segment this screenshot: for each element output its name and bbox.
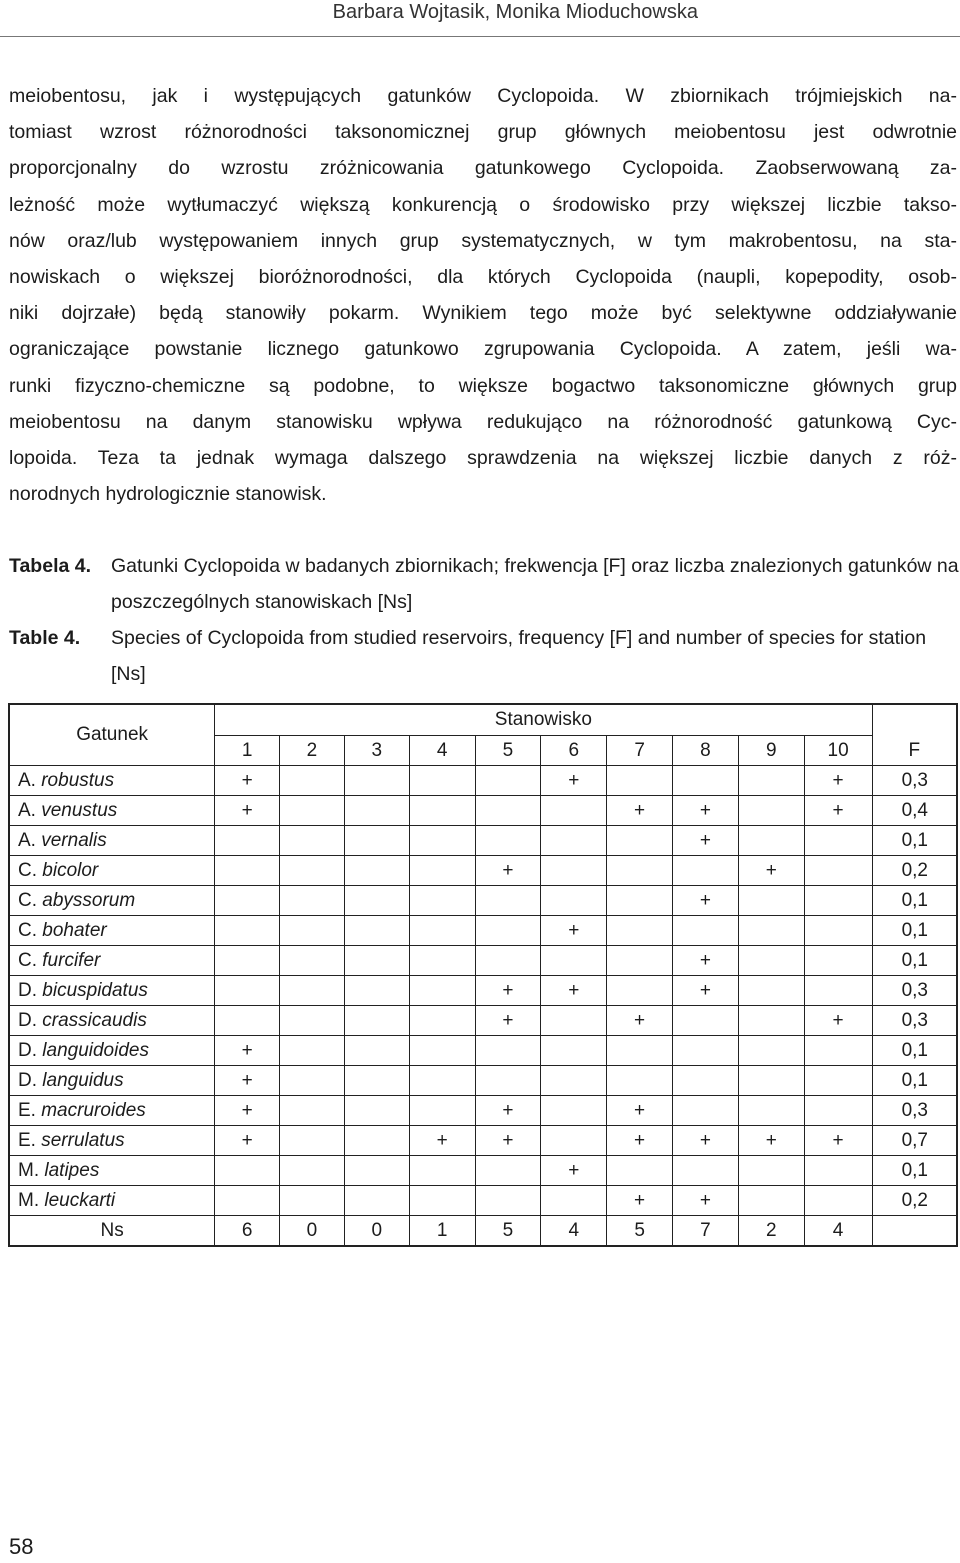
ns-value: 0 [280,1216,345,1247]
frequency-value: 0,2 [872,856,957,886]
species-epithet: venustus [41,799,118,821]
presence-cell [804,1096,872,1126]
presence-cell [475,826,541,856]
species-epithet: languidus [42,1069,124,1091]
species-epithet: bicolor [42,859,99,881]
frequency-value: 0,3 [872,976,957,1006]
species-epithet: leuckarti [44,1189,116,1211]
genus-abbrev: D. [18,1069,37,1091]
presence-cell: + [673,826,739,856]
table-row [9,1156,957,1186]
species-epithet: languidoides [42,1039,149,1061]
table-row [9,1006,957,1036]
genus-abbrev: C. [18,949,37,971]
text-line: tomiast wzrost różnorodności taksonomicznej grup głównych meiobentosu jest odwrotnie [9,121,957,144]
presence-cell: + [475,1006,541,1036]
presence-cell [280,1156,345,1186]
presence-cell [475,1066,541,1096]
presence-cell: + [607,796,673,826]
table-row [9,1096,957,1126]
presence-cell [409,1096,475,1126]
presence-cell [673,1156,739,1186]
presence-cell: + [804,1126,872,1156]
genus-abbrev: C. [18,859,37,881]
presence-cell [673,1006,739,1036]
genus-abbrev: E. [18,1129,36,1151]
presence-cell [344,1156,409,1186]
frequency-value: 0,4 [872,796,957,826]
presence-cell [673,766,739,796]
presence-cell [804,826,872,856]
presence-cell [475,766,541,796]
text-line: meiobentosu na danym stanowisku wpływa redukująco na różnorodność gatunkową Cyc- [9,410,957,433]
presence-cell [409,886,475,916]
presence-cell [738,1006,804,1036]
species-epithet: latipes [44,1159,100,1181]
page-number: 58 [9,1534,34,1559]
station-column-header: Stanowisko [215,704,872,736]
species-name [9,1186,215,1216]
genus-abbrev: M. [18,1189,40,1211]
presence-cell: + [215,1096,280,1126]
presence-cell: + [673,886,739,916]
presence-cell [409,1156,475,1186]
species-name [9,916,215,946]
header-authors: Barbara Wojtasik, Monika Mioduchowska [332,1,698,23]
presence-cell [541,796,607,826]
station-number: 6 [541,736,607,766]
presence-cell [541,1186,607,1216]
presence-cell [280,1066,345,1096]
frequency-value: 0,1 [872,1036,957,1066]
genus-abbrev: D. [18,1039,37,1061]
presence-cell [738,1066,804,1096]
text-line: nów oraz/lub występowaniem innych grup systematycznych, w tym makrobentosu, na sta- [9,229,957,252]
presence-cell: + [673,946,739,976]
presence-cell [344,1006,409,1036]
presence-cell [541,1036,607,1066]
genus-abbrev: A. [18,799,36,821]
presence-cell: + [673,796,739,826]
body-paragraph [9,78,957,512]
presence-cell [344,826,409,856]
text-line: norodnych hydrologicznie stanowisk. [9,483,327,506]
presence-cell [738,946,804,976]
presence-cell [215,826,280,856]
station-number: 5 [475,736,541,766]
frequency-value: 0,7 [872,1126,957,1156]
presence-cell: + [738,1126,804,1156]
presence-cell [344,916,409,946]
presence-cell [280,766,345,796]
presence-cell [215,916,280,946]
table-row [9,946,957,976]
presence-cell [280,946,345,976]
presence-cell [673,1036,739,1066]
presence-cell [475,916,541,946]
frequency-value: 0,2 [872,1186,957,1216]
presence-cell [673,916,739,946]
presence-cell [280,1006,345,1036]
text-line: niki dojrzałe) będą stanowiły pokarm. Wynikiem tego może być selektywne oddziaływanie [9,302,957,325]
presence-cell: + [409,1126,475,1156]
presence-cell [409,946,475,976]
species-name [9,796,215,826]
presence-cell [409,976,475,1006]
ns-value: 4 [804,1216,872,1247]
presence-cell: + [804,796,872,826]
ns-value: 4 [541,1216,607,1247]
presence-cell [344,796,409,826]
ns-row [9,1216,957,1247]
caption-english-text: Species of Cyclopoida from studied reservoirs, frequency [F] and number of species for station [Ns] [111,627,927,685]
presence-cell [804,916,872,946]
station-number: 3 [344,736,409,766]
presence-cell [280,916,345,946]
presence-cell [607,856,673,886]
presence-cell [541,1126,607,1156]
presence-cell [409,916,475,946]
presence-cell [804,886,872,916]
presence-cell [409,796,475,826]
presence-cell [738,1186,804,1216]
species-name [9,1036,215,1066]
presence-cell [804,976,872,1006]
presence-cell [280,1126,345,1156]
species-epithet: bicuspidatus [42,979,148,1001]
genus-abbrev: C. [18,919,37,941]
presence-cell [738,1156,804,1186]
presence-cell [738,766,804,796]
presence-cell [344,976,409,1006]
presence-cell: + [215,1126,280,1156]
species-name [9,856,215,886]
species-epithet: robustus [41,769,115,791]
species-epithet: macruroides [41,1099,146,1121]
presence-cell [607,766,673,796]
table-row [9,1036,957,1066]
ns-value: 6 [215,1216,280,1247]
station-number: 8 [673,736,739,766]
presence-cell [344,1036,409,1066]
table-row [9,916,957,946]
presence-cell [344,856,409,886]
species-name [9,946,215,976]
table-row [9,1066,957,1096]
station-number: 4 [409,736,475,766]
species-name [9,1006,215,1036]
presence-cell [607,1066,673,1096]
frequency-value: 0,1 [872,1156,957,1186]
table-row [9,766,957,796]
species-name [9,766,215,796]
frequency-value: 0,3 [872,1096,957,1126]
presence-cell [673,1066,739,1096]
station-number: 10 [804,736,872,766]
species-epithet: crassicaudis [42,1009,147,1031]
presence-cell [409,856,475,886]
presence-cell [475,1156,541,1186]
presence-cell [475,1036,541,1066]
presence-cell [804,856,872,886]
presence-cell [280,796,345,826]
text-line: meiobentosu, jak i występujących gatunków Cyclopoida. W zbiornikach trójmiejskich na- [9,85,957,107]
species-table [8,703,958,1247]
frequency-value: 0,1 [872,886,957,916]
presence-cell: + [475,856,541,886]
genus-abbrev: A. [18,829,36,851]
presence-cell [541,1006,607,1036]
presence-cell: + [607,1096,673,1126]
station-number: 2 [280,736,345,766]
presence-cell [804,1186,872,1216]
presence-cell: + [541,1156,607,1186]
presence-cell: + [541,916,607,946]
presence-cell [409,1066,475,1096]
presence-cell: + [215,796,280,826]
presence-cell: + [215,1066,280,1096]
presence-cell [344,1126,409,1156]
table-row [9,796,957,826]
table-row [9,976,957,1006]
presence-cell [344,1096,409,1126]
station-number: 1 [215,736,280,766]
table-row [9,1126,957,1156]
presence-cell [215,946,280,976]
presence-cell: + [541,766,607,796]
presence-cell: + [607,1006,673,1036]
text-line: proporcjonalny do wzrostu zróżnicowania gatunkowego Cyclopoida. Zaobserwowaną za- [9,157,957,180]
caption-polish-label: Tabela 4. [9,555,92,577]
presence-cell: + [804,1006,872,1036]
presence-cell [409,1036,475,1066]
presence-cell [673,856,739,886]
ns-value: 0 [344,1216,409,1247]
presence-cell [280,856,345,886]
text-line: runki fizyczno-chemiczne są podobne, to większe bogactwo taksonomiczne głównych grup [9,374,957,397]
table-row [9,886,957,916]
presence-cell [409,826,475,856]
presence-cell [738,1096,804,1126]
presence-cell [344,766,409,796]
frequency-value: 0,1 [872,826,957,856]
presence-cell [215,886,280,916]
presence-cell: + [673,1126,739,1156]
presence-cell [215,1186,280,1216]
presence-cell [738,916,804,946]
presence-cell [607,826,673,856]
text-line: nowiskach o większej bioróżnorodności, dla których Cyclopoida (naupli, kopepodity, osob- [9,266,957,289]
presence-cell [607,886,673,916]
presence-cell [541,946,607,976]
species-epithet: vernalis [41,829,107,851]
station-number: 9 [738,736,804,766]
presence-cell: + [673,1186,739,1216]
presence-cell: + [607,1126,673,1156]
presence-cell [804,1036,872,1066]
ns-label: Ns [9,1216,215,1247]
ns-value: 1 [409,1216,475,1247]
presence-cell [280,1186,345,1216]
presence-cell [607,1156,673,1186]
frequency-value: 0,1 [872,946,957,976]
presence-cell: + [607,1186,673,1216]
genus-abbrev: D. [18,1009,37,1031]
presence-cell [673,1096,739,1126]
presence-cell [215,976,280,1006]
genus-abbrev: M. [18,1159,40,1181]
presence-cell [280,976,345,1006]
presence-cell [475,796,541,826]
frequency-value: 0,1 [872,1066,957,1096]
text-line: leżność może wytłumaczyć większą konkurencją o środowisko przy większej liczbie takso- [9,193,957,216]
species-name [9,1066,215,1096]
text-line: lopoida. Teza ta jednak wymaga dalszego sprawdzenia na większej liczbie danych z róż- [9,447,957,470]
presence-cell [280,886,345,916]
presence-cell [344,1066,409,1096]
presence-cell [344,886,409,916]
species-epithet: furcifer [42,949,101,971]
species-name [9,886,215,916]
presence-cell [541,856,607,886]
presence-cell [541,1066,607,1096]
caption-english-label: Table 4. [9,627,81,649]
presence-cell [475,886,541,916]
presence-cell [804,946,872,976]
frequency-column-header: F [872,704,957,766]
presence-cell [541,886,607,916]
frequency-value: 0,1 [872,916,957,946]
presence-cell [607,1036,673,1066]
species-epithet: bohater [42,919,107,941]
presence-cell [738,1036,804,1066]
presence-cell [409,766,475,796]
presence-cell [215,1006,280,1036]
presence-cell [738,826,804,856]
presence-cell [541,826,607,856]
presence-cell: + [673,976,739,1006]
caption-polish-text: Gatunki Cyclopoida w badanych zbiornikach; frekwencja [F] oraz liczba znalezionych gatunków na poszczególnych stanowiskach [Ns] [111,555,959,613]
presence-cell [215,1156,280,1186]
presence-cell: + [804,766,872,796]
species-name [9,826,215,856]
ns-value: 7 [673,1216,739,1247]
species-name [9,1096,215,1126]
presence-cell: + [475,1096,541,1126]
table-row [9,826,957,856]
presence-cell [215,856,280,886]
presence-cell [607,916,673,946]
species-name [9,1126,215,1156]
text-line: ograniczające powstanie licznego gatunkowo zgrupowania Cyclopoida. A zatem, jeśli wa- [9,338,957,361]
presence-cell [475,946,541,976]
frequency-value: 0,3 [872,1006,957,1036]
species-name [9,1156,215,1186]
ns-frequency-blank [872,1216,957,1247]
presence-cell [409,1186,475,1216]
presence-cell: + [215,1036,280,1066]
presence-cell: + [738,856,804,886]
species-column-header: Gatunek [9,704,215,766]
presence-cell [607,976,673,1006]
frequency-value: 0,3 [872,766,957,796]
genus-abbrev: A. [18,769,36,791]
running-header [0,0,960,37]
genus-abbrev: D. [18,979,37,1001]
presence-cell [738,976,804,1006]
presence-cell [280,826,345,856]
station-number: 7 [607,736,673,766]
species-name [9,976,215,1006]
species-epithet: serrulatus [41,1129,125,1151]
ns-value: 5 [475,1216,541,1247]
presence-cell [804,1066,872,1096]
presence-cell [280,1036,345,1066]
presence-cell: + [475,1126,541,1156]
genus-abbrev: E. [18,1099,36,1121]
table-header-row [9,704,957,736]
table-row [9,856,957,886]
presence-cell [738,796,804,826]
ns-value: 2 [738,1216,804,1247]
species-epithet: abyssorum [42,889,136,911]
presence-cell [607,946,673,976]
ns-value: 5 [607,1216,673,1247]
presence-cell [475,1186,541,1216]
presence-cell [804,1156,872,1186]
presence-cell [344,946,409,976]
presence-cell [280,1096,345,1126]
genus-abbrev: C. [18,889,37,911]
presence-cell: + [541,976,607,1006]
presence-cell [738,886,804,916]
table-row [9,1186,957,1216]
presence-cell [409,1006,475,1036]
presence-cell [541,1096,607,1126]
presence-cell: + [215,766,280,796]
presence-cell: + [475,976,541,1006]
presence-cell [344,1186,409,1216]
